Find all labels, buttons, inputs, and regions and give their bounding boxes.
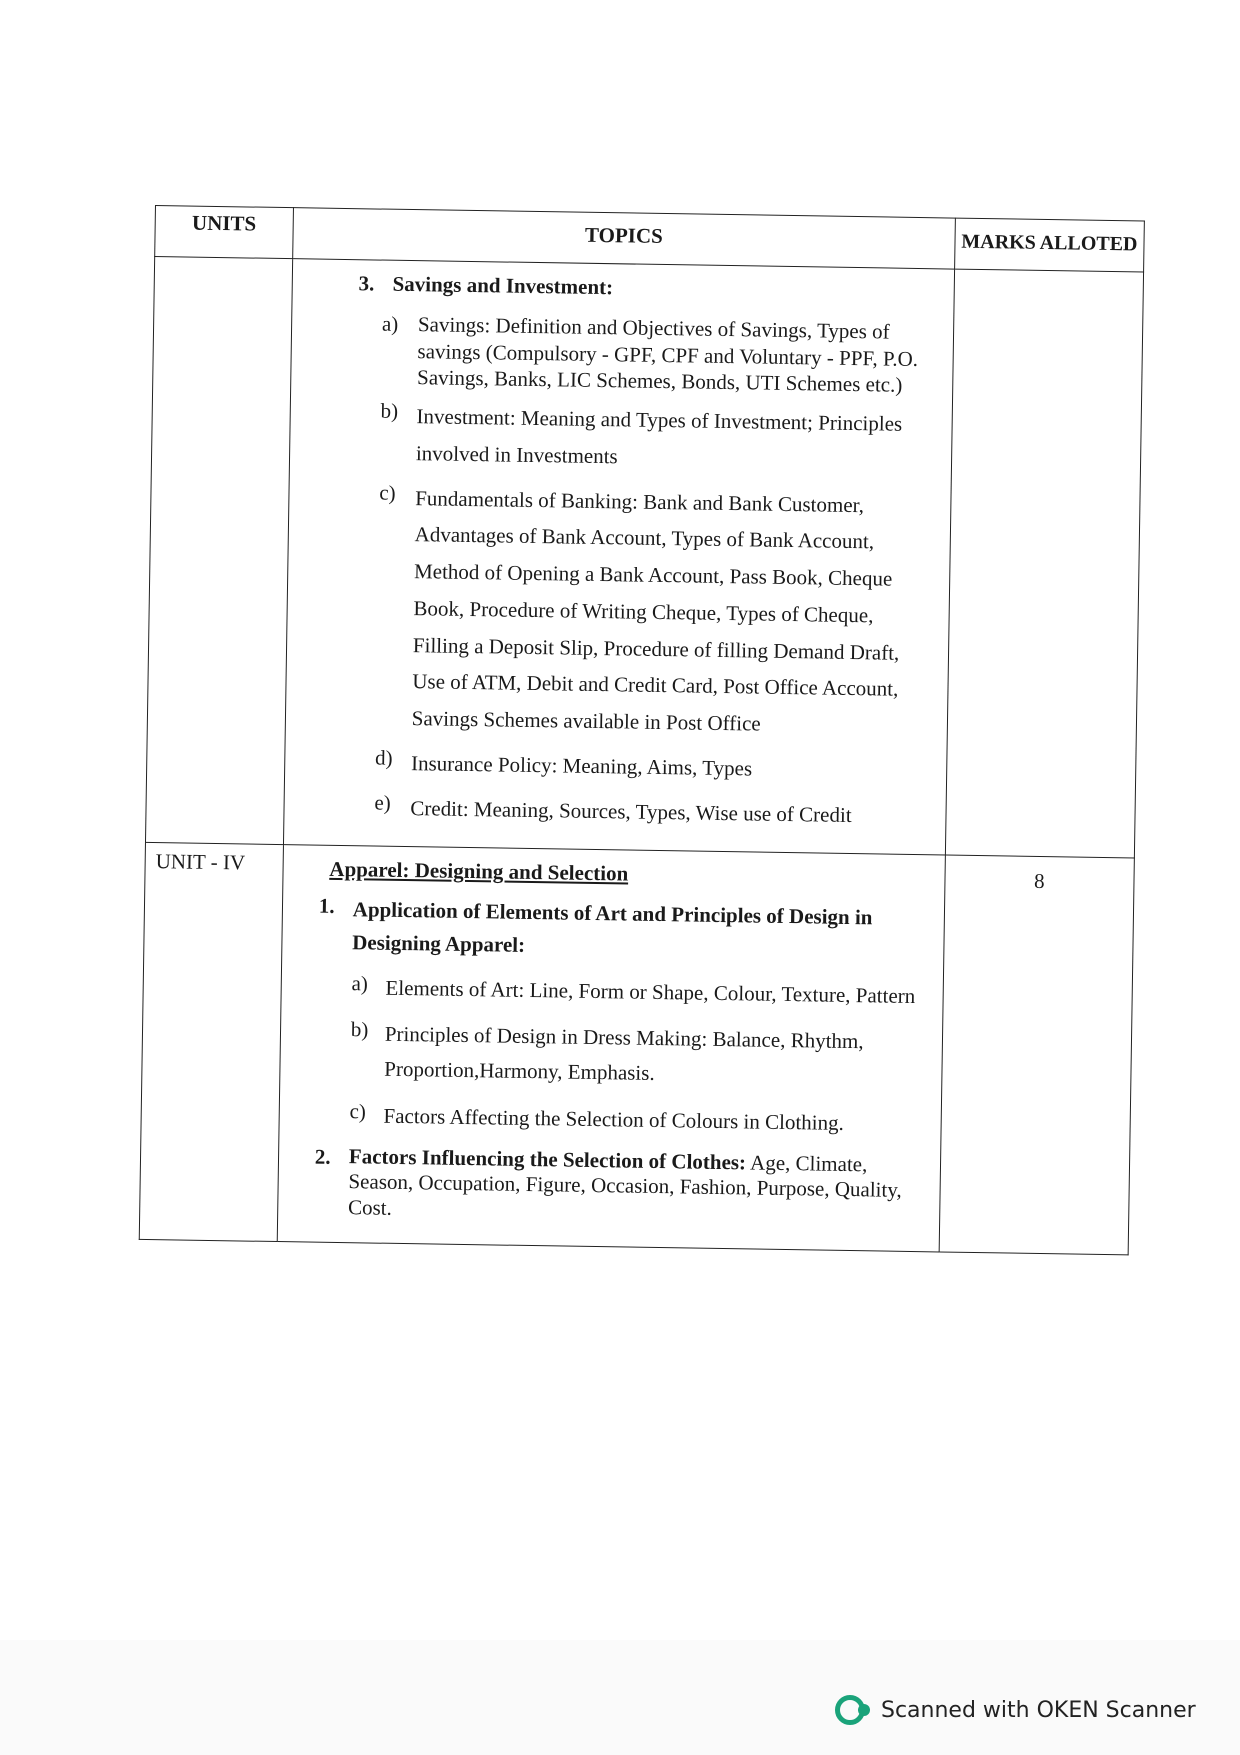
item-label: a) <box>381 311 399 337</box>
list-item <box>375 479 930 745</box>
point-text: Age, Climate, Season, Occupation, Figure, Occasion, Fashion, Purpose, Quality, Cost. <box>347 1150 902 1220</box>
point-title: Factors Influencing the Selection of Clothes: <box>348 1144 747 1175</box>
header-topics: TOPICS <box>292 208 955 269</box>
table-row <box>139 843 1134 1255</box>
item-text: Credit: Meaning, Sources, Types, Wise use of Credit <box>410 795 852 827</box>
marks-cell-empty <box>945 269 1143 858</box>
list-item <box>351 970 923 1014</box>
point-number: 2. <box>314 1144 331 1170</box>
item-label: b) <box>350 1017 369 1042</box>
table-row <box>145 257 1143 859</box>
unit-cell-iv: UNIT - IV <box>139 843 283 1242</box>
watermark-text: Scanned with OKEN Scanner <box>881 1697 1196 1723</box>
item-text: Insurance Policy: Meaning, Aims, Types <box>410 750 753 781</box>
numbered-point <box>318 892 924 969</box>
item-label: c) <box>379 480 396 505</box>
item-text: Savings: Definition and Objectives of Savings, Types of savings (Compulsory - GPF, CPF and Voluntary - PPF, P.O. Savings, Banks, LIC Schemes, Bonds, UTI Schemes etc.) <box>416 312 919 397</box>
list-item <box>375 744 927 789</box>
list-item <box>380 398 932 480</box>
topics-cell-apparel <box>277 845 945 1252</box>
item-label: e) <box>374 790 391 815</box>
item-text: Investment: Meaning and Types of Investment; Principles involved in Investments <box>415 404 903 469</box>
scanner-watermark <box>835 1695 1196 1725</box>
section-title-savings <box>358 270 933 305</box>
item-text: Elements of Art: Line, Form or Shape, Colour, Texture, Pattern <box>385 975 916 1008</box>
header-units: UNITS <box>155 206 294 259</box>
numbered-point <box>314 1144 920 1229</box>
header-marks-alloted: MARKS ALLOTED <box>954 218 1144 272</box>
list-item <box>381 311 933 398</box>
item-text: Principles of Design in Dress Making: Balance, Rhythm, Proportion,Harmony, Emphasis. <box>384 1022 864 1085</box>
oken-logo-icon <box>835 1695 865 1725</box>
unit-cell-empty <box>145 257 292 845</box>
list-item <box>350 1017 922 1095</box>
syllabus-table <box>139 205 1145 1255</box>
marks-cell-unit-iv: 8 <box>939 855 1134 1254</box>
list-item <box>349 1098 921 1142</box>
section-title-text: Savings and Investment: <box>392 271 614 300</box>
item-label: d) <box>374 745 393 770</box>
point-title: Application of Elements of Art and Principles of Design in Designing Apparel: <box>352 896 873 957</box>
section-number: 3. <box>358 271 375 296</box>
item-text: Factors Affecting the Selection of Colours in Clothing. <box>383 1103 845 1135</box>
item-text: Fundamentals of Banking: Bank and Bank Customer, Advantages of Bank Account, Types of Bank Account, Method of Opening a Bank Account, Pass Book, Cheque Book, Procedure of Writing Cheque, Types of Cheque, Filling a Deposit Slip, Procedure of filling Demand Draft, Use of ATM, Debit and Credit Card, Post Office Account, Savings Schemes available in Post Office <box>411 485 900 736</box>
item-label: a) <box>351 970 369 996</box>
item-label: b) <box>380 398 399 423</box>
point-number: 1. <box>318 893 335 918</box>
item-label: c) <box>349 1098 367 1124</box>
unit-heading: Apparel: Designing and Selection <box>329 857 629 886</box>
list-item <box>374 789 926 834</box>
topics-cell-savings <box>283 259 954 856</box>
